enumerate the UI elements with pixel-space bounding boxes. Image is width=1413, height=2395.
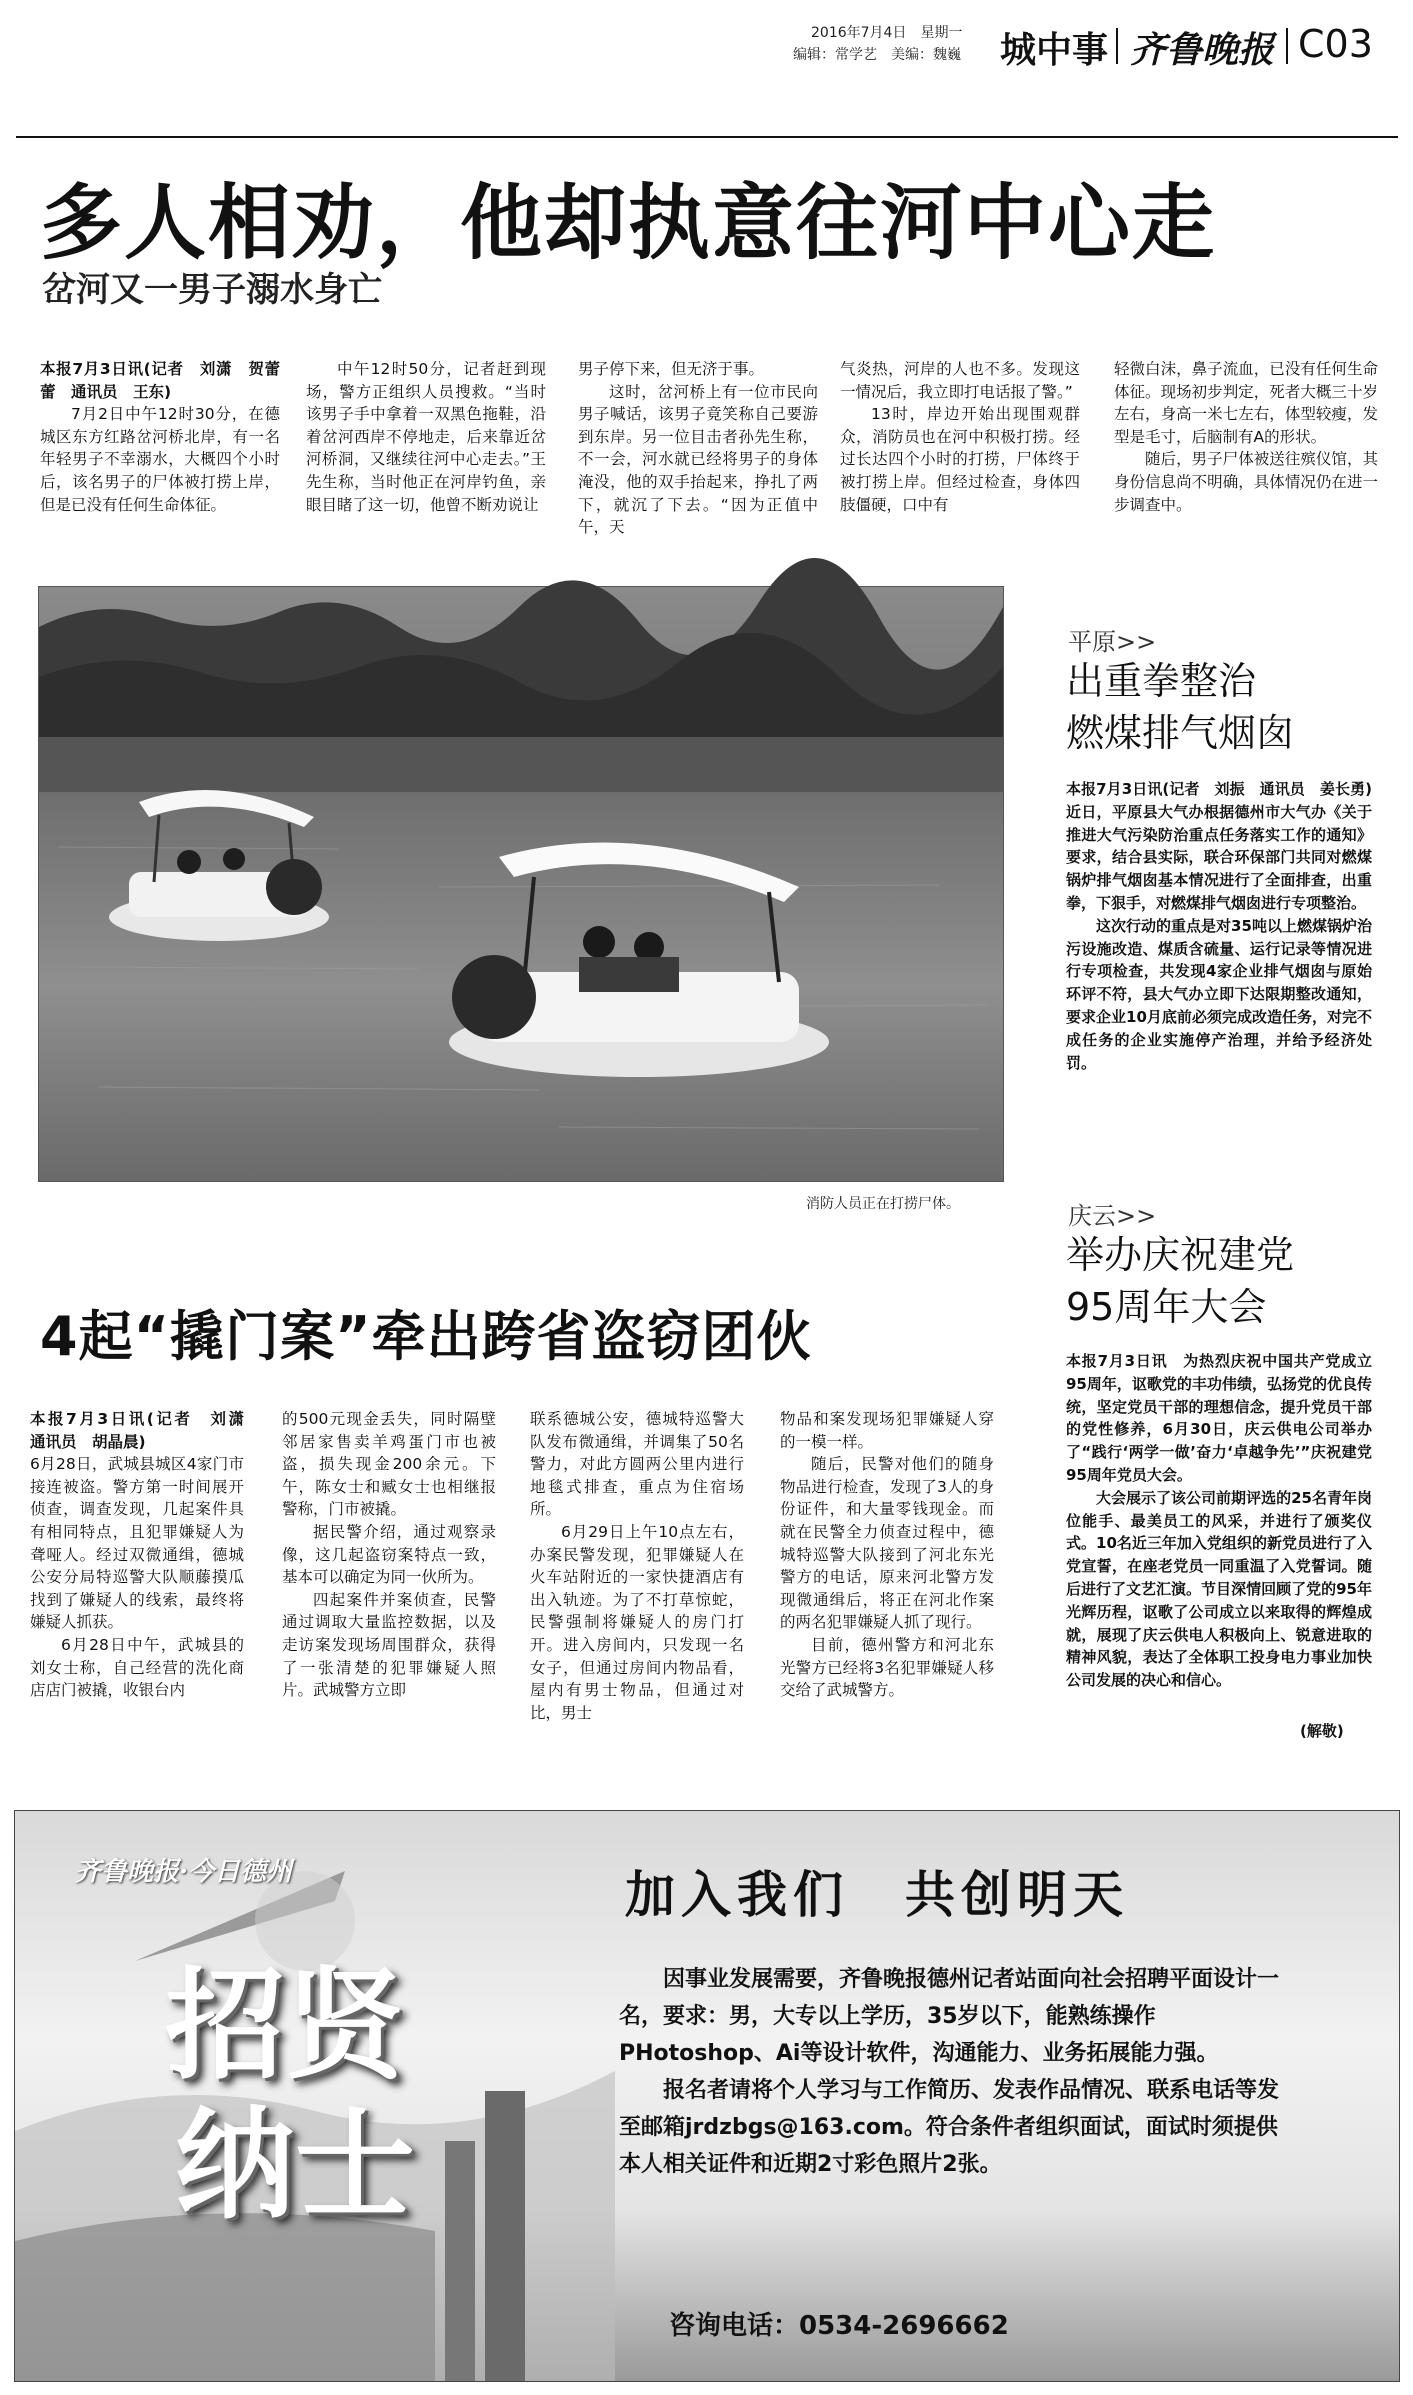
paragraph: 7月2日中午12时30分，在德城区东方红路岔河桥北岸，有一名年轻男子不幸溺水，大概四个小时后，该名男子的尸体被打捞上岸，但是已没有任何生命体征。: [40, 405, 280, 514]
side1-title: 燃煤排气烟囱: [1066, 711, 1295, 755]
header-divider: [1116, 28, 1118, 64]
lead-column-2: [306, 358, 546, 558]
ad-slogan-top: 招贤: [165, 1955, 405, 2096]
story2-column-2: [282, 1408, 496, 1742]
side2-byline: (解敬): [1300, 1722, 1344, 1740]
paragraph: 本报7月3日讯(记者 刘振 通讯员 姜长勇) 近日，平原县大气办根据德州市大气办《关于推进大气污染防治重点任务落实工作的通知》要求，结合县实际，联合环保部门共同对燃煤锅炉排气烟囱基本情况进行了全面排查，出重拳，下狠手，对燃煤排气烟囱进行专项整治。: [1066, 780, 1388, 912]
header-divider: [1286, 28, 1288, 64]
side1-title: 出重拳整治: [1066, 659, 1257, 703]
ad-brand: 齐鲁晚报·今日德州: [75, 1857, 293, 1887]
lead-column-4: [840, 358, 1080, 558]
ad-title: 加入我们 共创明天: [625, 1865, 1129, 1924]
page-number: C03: [1298, 22, 1373, 66]
newspaper-logo: 齐鲁晚报: [1130, 29, 1275, 71]
story2-column-4: [780, 1408, 994, 1742]
story2-dateline: 本报7月3日讯(记者 刘潇 通讯员 胡晶晨): [30, 1410, 260, 1451]
paragraph: 6月28日，武城县城区4家门市接连被盗。警方第一时间展开侦查，调查发现，几起案件具有相同特点，且犯罪嫌疑人为聋哑人。经过双微通缉，德城公安分局特巡警大队顺藤摸瓜找到了嫌疑人的线索，最终将嫌疑人抓获。: [30, 1455, 244, 1632]
paragraph: 报名者请将个人学习与工作简历、发表作品情况、联系电话等发至邮箱jrdzbgs@163.com。符合条件者组织面试，面试时须提供本人相关证件和近期2寸彩色照片2张。: [619, 2078, 1280, 2177]
ad-slogan-bottom: 纳士: [175, 2095, 415, 2236]
paragraph: 中午12时50分，记者赶到现场，警方正组织人员搜救。“当时该男子手中拿着一双黑色拖鞋，沿着岔河西岸不停地走，后来靠近岔河桥洞，又继续往河中心走去。”王先生称，当时他正在河岸钓鱼，亲眼目睹了这一切，他曾不断劝说让: [306, 360, 546, 514]
story2-column-3: [530, 1408, 744, 1742]
side2-title: 举办庆祝建党: [1066, 1233, 1295, 1277]
side2-title: 95周年大会: [1066, 1285, 1267, 1329]
ad-body: [619, 1961, 1279, 2183]
story2-headline: 4起“撬门案”牵出跨省盗窃团伙: [40, 1305, 812, 1368]
paragraph: 6月29日上午10点左右，办案民警发现，犯罪嫌疑人在火车站附近的一家快捷酒店有出入轨迹。为了不打草惊蛇，民警强制将嫌疑人的房门打开。进入房间内，只发现一名女子，但通过房间内物品看，屋内有男士物品，但通过对比，男士: [530, 1522, 744, 1722]
ad-phone: 咨询电话：0534-2696662: [669, 2311, 1009, 2341]
side2-body: [1066, 1350, 1372, 1720]
paragraph: 因事业发展需要，齐鲁晚报德州记者站面向社会招聘平面设计一名，要求：男，大专以上学历，35岁以下，能熟练操作PHotoshop、Ai等设计软件，沟通能力、业务拓展能力强。: [619, 1967, 1280, 2066]
paragraph: 随后，民警对他们的随身物品进行检查，发现了3人的身份证件，和大量零钱现金。而就在民警全力侦查过程中，德城特巡警大队接到了河北东光警方的电话，原来河北警方发现微通缉后，将正在河北作案的两名犯罪嫌疑人抓了现行。: [780, 1455, 994, 1632]
paragraph: 气炎热，河岸的人也不多。发现这一情况后，我立即打电话报了警。”: [840, 360, 1080, 401]
lead-column-3: [578, 358, 818, 558]
header-editor: 编辑：常学艺 美编：魏巍: [793, 47, 961, 63]
section-title: 城中事: [1000, 30, 1109, 71]
paragraph: 联系德城公安，德城特巡警大队发布微通缉，并调集了50名警力，对此方圆两公里内进行地毯式排查，重点为住宿场所。: [530, 1410, 744, 1519]
paragraph: 据民警介绍，通过观察录像，这几起盗窃案特点一致，基本可以确定为同一伙所为。: [282, 1522, 496, 1587]
paragraph: 6月28日中午，武城县的刘女士称，自己经营的洗化商店店门被撬，收银台内: [30, 1635, 244, 1700]
paragraph: 随后，男子尸体被送往殡仪馆，其身份信息尚不明确，具体情况仍在进一步调查中。: [1114, 450, 1378, 514]
paragraph: 四起案件并案侦查，民警通过调取大量监控数据，以及走访案发现场周围群众，获得了一张清楚的犯罪嫌疑人照片。武城警方立即: [282, 1590, 496, 1700]
header-rule: [16, 136, 1398, 138]
lead-photo: [38, 586, 1004, 1182]
lead-headline: 多人相劝，他却执意往河中心走: [40, 176, 1217, 271]
paragraph: 这时，岔河桥上有一位市民向男子喊话，该男子竟笑称自己要游到东岸。另一位目击者孙先生称，不一会，河水就已经将男子的身体淹没，他的双手抬起来，挣扎了两下，就沉了下去。“因为正值中午，天: [578, 382, 818, 537]
paragraph: 这次行动的重点是对35吨以上燃煤锅炉治污设施改造、煤质含硫量、运行记录等情况进行专项检查，共发现4家企业排气烟囱与原始环评不符，县大气办立即下达限期整改通知，要求企业10月底前必须完成改造任务，对完不成任务的企业实施停产治理，并给予经济处罚。: [1066, 916, 1372, 1072]
side2-tag: 庆云>>: [1068, 1202, 1157, 1230]
lead-dateline: 本报7月3日讯(记者 刘潇 贺蕾蕾 通讯员 王东): [40, 360, 280, 401]
river-boats-image: [39, 587, 1003, 1181]
paragraph: 男子停下来，但无济于事。: [578, 360, 765, 378]
recruitment-ad: [14, 1810, 1400, 2382]
paragraph: 物品和案发现场犯罪嫌疑人穿的一模一样。: [780, 1410, 994, 1451]
story2-column-1: [30, 1408, 260, 1742]
side1-body: [1066, 778, 1388, 1138]
lead-column-5: [1114, 358, 1378, 558]
paragraph: 的500元现金丢失，同时隔壁邻居家售卖羊鸡蛋门市也被盗，损失现金200余元。下午，陈女士和臧女士也相继报警称，门市被撬。: [282, 1410, 496, 1519]
paragraph: 轻微白沫，鼻子流血，已没有任何生命体征。现场初步判定，死者大概三十岁左右，身高一米七左右，体型较瘦，发型是毛寸，后脑制有A的形状。: [1114, 360, 1378, 446]
photo-caption: 消防人员正在打捞尸体。: [806, 1196, 960, 1212]
paragraph: 目前，德州警方和河北东光警方已经将3名犯罪嫌疑人移交给了武城警方。: [780, 1635, 994, 1700]
paragraph: 13时，岸边开始出现围观群众，消防员也在河中积极打捞。经过长达四个小时的打捞，尸体终于被打捞上岸。但经过检查，身体四肢僵硬，口中有: [840, 405, 1080, 514]
side1-tag: 平原>>: [1068, 628, 1157, 656]
paragraph: 大会展示了该公司前期评选的25名青年岗位能手、最美员工的风采，并进行了颁奖仪式。10名近三年加入党组织的新党员进行了入党宣誓，在座老党员一同重温了入党誓词。随后进行了文艺汇演。节目深情回顾了党的95年光辉历程，讴歌了公司成立以来取得的辉煌成就，展现了庆云供电人积极向上、锐意进取的精神风貌，表达了全体职工投身电力事业加快公司发展的决心和信心。: [1066, 1488, 1372, 1690]
header-date: 2016年7月4日 星期一: [811, 25, 963, 41]
lead-column-1: [40, 358, 280, 558]
lead-subhead: 岔河又一男子溺水身亡: [42, 270, 382, 310]
paragraph: 本报7月3日讯 为热烈庆祝中国共产党成立95周年，讴歌党的丰功伟绩，弘扬党的优良传统，坚定党员干部的理想信念，提升党员干部的党性修养，6月30日，庆云供电公司举办了“践行‘两学一做’奋力‘卓越争先’”庆祝建党95周年党员大会。: [1066, 1352, 1372, 1484]
